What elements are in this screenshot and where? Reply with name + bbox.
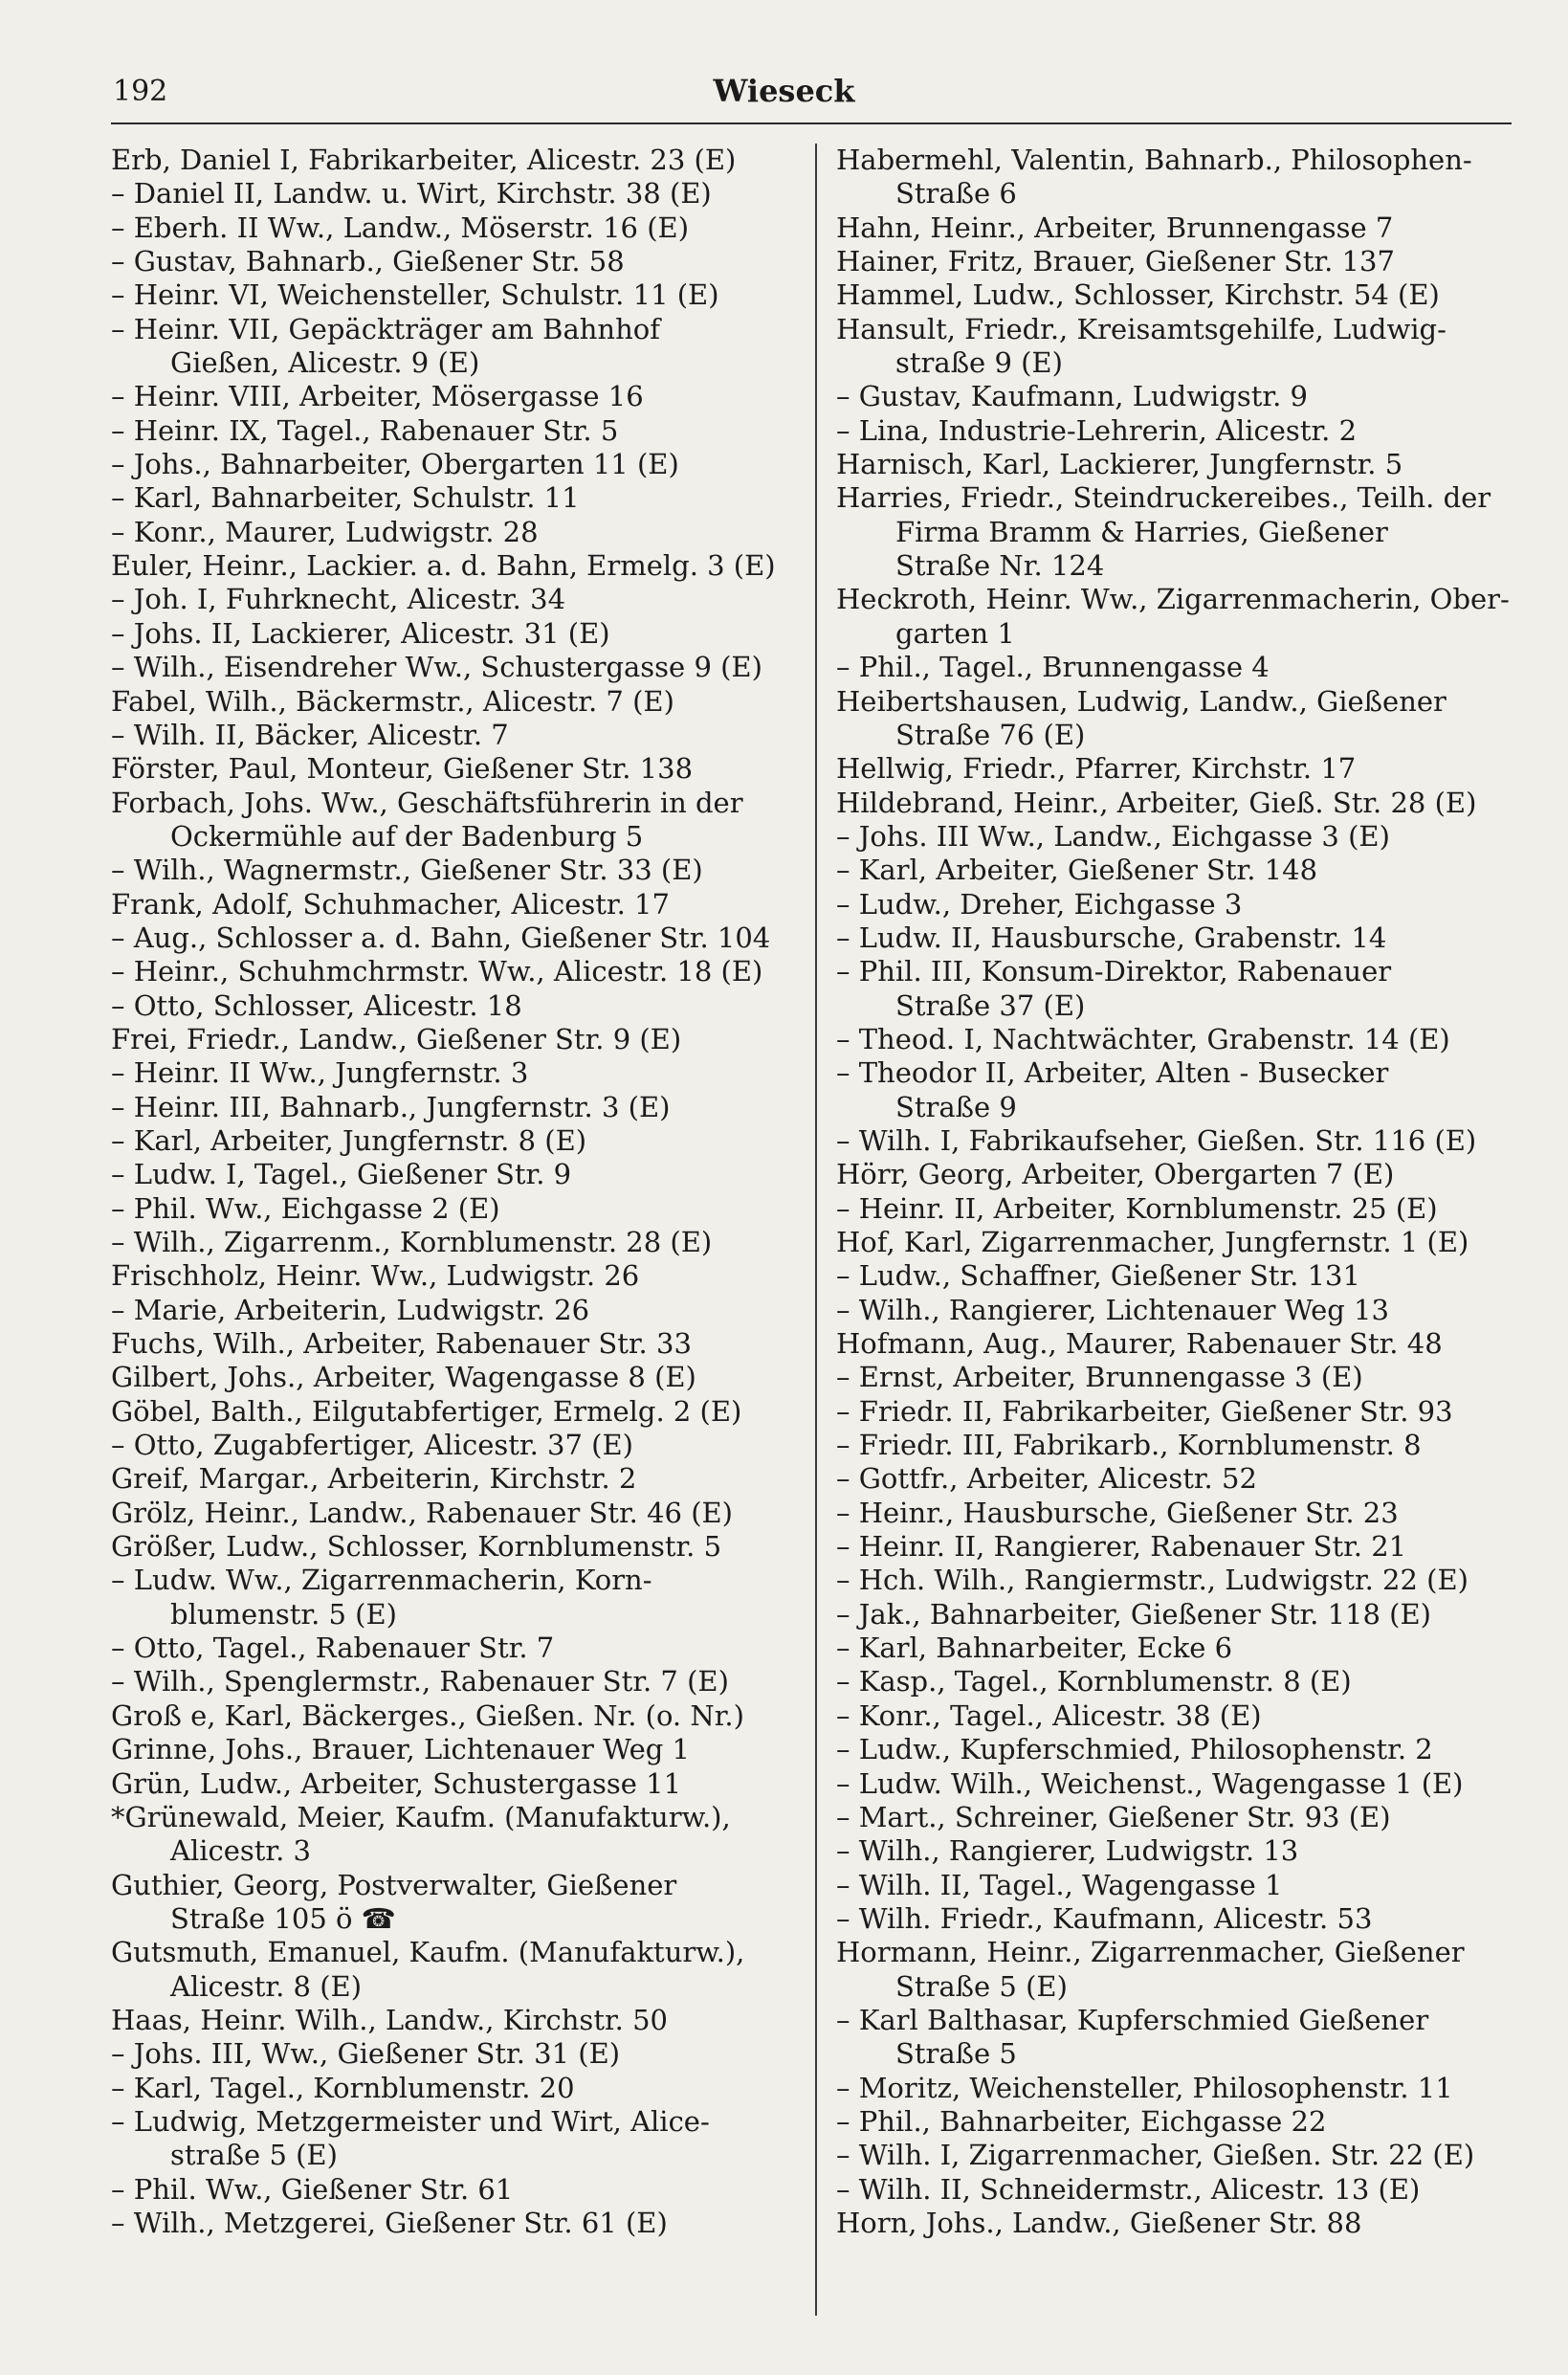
directory-line: – Mart., Schreiner, Gießener Str. 93 (E) <box>836 1800 1391 1833</box>
directory-line: Frank, Adolf, Schuhmacher, Alicestr. 17 <box>111 887 670 921</box>
directory-line: Grölz, Heinr., Landw., Rabenauer Str. 46 (E) <box>111 1496 733 1529</box>
directory-line: – Karl, Arbeiter, Gießener Str. 148 <box>836 854 1318 887</box>
directory-line: straße 9 (E) <box>895 346 1063 380</box>
directory-line: Euler, Heinr., Lackier. a. d. Bahn, Ermelg. 3 (E) <box>111 549 776 583</box>
directory-line: – Otto, Zugabfertiger, Alicestr. 37 (E) <box>111 1429 633 1462</box>
directory-line: Greif, Margar., Arbeiterin, Kirchstr. 2 <box>111 1462 637 1496</box>
directory-line: Firma Bramm & Harries, Gießener <box>895 515 1388 548</box>
directory-line: Hormann, Heinr., Zigarrenmacher, Gießener <box>836 1936 1465 1969</box>
directory-line: *Grünewald, Meier, Kaufm. (Manufakturw.), <box>111 1800 731 1833</box>
directory-line: – Heinr. II, Arbeiter, Kornblumenstr. 25 (E) <box>836 1191 1438 1225</box>
directory-line: – Ludw., Kupferschmied, Philosophenstr. 2 <box>836 1733 1433 1766</box>
directory-line: Frei, Friedr., Landw., Gießener Str. 9 (E) <box>111 1022 682 1055</box>
directory-line: – Wilh., Eisendreher Ww., Schustergasse 9 (E) <box>111 651 762 684</box>
directory-line: – Jak., Bahnarbeiter, Gießener Str. 118 (E) <box>836 1597 1431 1631</box>
directory-line: – Heinr. VII, Gepäckträger am Bahnhof <box>111 312 660 345</box>
directory-line: Hansult, Friedr., Kreisamtsgehilfe, Ludwig- <box>836 312 1447 345</box>
directory-line: Straße 6 <box>895 177 1017 211</box>
left-column <box>111 144 806 2240</box>
directory-line: Horn, Johs., Landw., Gießener Str. 88 <box>836 2206 1362 2239</box>
directory-line: – Heinr. VI, Weichensteller, Schulstr. 11 (E) <box>111 278 719 312</box>
directory-line: – Heinr. IX, Tagel., Rabenauer Str. 5 <box>111 413 619 447</box>
directory-line: – Friedr. II, Fabrikarbeiter, Gießener Str. 93 <box>836 1394 1453 1428</box>
directory-line: Hammel, Ludw., Schlosser, Kirchstr. 54 (E) <box>836 278 1440 312</box>
directory-line: – Johs. III, Ww., Gießener Str. 31 (E) <box>111 2037 621 2071</box>
directory-line: – Eberh. II Ww., Landw., Möserstr. 16 (E) <box>111 211 690 244</box>
directory-line: Hellwig, Friedr., Pfarrer, Kirchstr. 17 <box>836 752 1357 786</box>
directory-line: Hahn, Heinr., Arbeiter, Brunnengasse 7 <box>836 211 1394 244</box>
directory-line: Forbach, Johs. Ww., Geschäftsführerin in der <box>111 786 743 819</box>
directory-line: – Wilh., Wagnermstr., Gießener Str. 33 (E) <box>111 854 703 887</box>
directory-line: Straße 105 ö ☎ <box>170 1901 396 1935</box>
directory-line: Hainer, Fritz, Brauer, Gießener Str. 137 <box>836 245 1395 278</box>
directory-line: Erb, Daniel I, Fabrikarbeiter, Alicestr. 23 (E) <box>111 144 737 176</box>
directory-line: – Hch. Wilh., Rangiermstr., Ludwigstr. 22 (E) <box>836 1564 1469 1597</box>
directory-line: Förster, Paul, Monteur, Gießener Str. 138 <box>111 752 694 786</box>
directory-line: – Ludw., Schaffner, Gießener Str. 131 <box>836 1259 1360 1293</box>
directory-line: – Heinr. II Ww., Jungfernstr. 3 <box>111 1056 529 1090</box>
directory-line: Hofmann, Aug., Maurer, Rabenauer Str. 48 <box>836 1327 1443 1361</box>
directory-line: – Phil. Ww., Gießener Str. 61 <box>111 2172 514 2206</box>
directory-line: – Wilh., Rangierer, Ludwigstr. 13 <box>836 1834 1299 1868</box>
directory-line: Heibertshausen, Ludwig, Landw., Gießener <box>836 684 1447 718</box>
directory-line: Fabel, Wilh., Bäckermstr., Alicestr. 7 (E) <box>111 684 674 718</box>
directory-line: Harries, Friedr., Steindruckereibes., Teilh. der <box>836 481 1491 515</box>
directory-line: Größer, Ludw., Schlosser, Kornblumenstr. 5 <box>111 1530 722 1564</box>
directory-line: Hildebrand, Heinr., Arbeiter, Gieß. Str. 28 (E) <box>836 786 1477 819</box>
directory-line: – Karl, Bahnarbeiter, Ecke 6 <box>836 1631 1233 1665</box>
directory-line: – Lina, Industrie-Lehrerin, Alicestr. 2 <box>836 413 1358 447</box>
directory-line: – Phil. III, Konsum-Direktor, Rabenauer <box>836 955 1392 988</box>
directory-line: – Ernst, Arbeiter, Brunnengasse 3 (E) <box>836 1361 1363 1394</box>
page-number: 192 <box>113 75 168 108</box>
right-column <box>836 144 1512 2240</box>
directory-line: – Karl, Tagel., Kornblumenstr. 20 <box>111 2071 575 2104</box>
directory-line: – Karl, Arbeiter, Jungfernstr. 8 (E) <box>111 1123 587 1157</box>
directory-line: – Kasp., Tagel., Kornblumenstr. 8 (E) <box>836 1665 1352 1698</box>
directory-line: Habermehl, Valentin, Bahnarb., Philosophen- <box>836 144 1472 176</box>
directory-line: – Heinr. VIII, Arbeiter, Mösergasse 16 <box>111 380 644 413</box>
directory-line: Guthier, Georg, Postverwalter, Gießener <box>111 1868 677 1901</box>
directory-line: – Ludw. Wilh., Weichenst., Wagengasse 1 (E) <box>836 1766 1464 1800</box>
directory-line: Grinne, Johs., Brauer, Lichtenauer Weg 1 <box>111 1733 690 1766</box>
directory-line: Heckroth, Heinr. Ww., Zigarrenmacherin, Ober- <box>836 583 1510 616</box>
directory-line: – Heinr., Schuhmchrmstr. Ww., Alicestr. 18 (E) <box>111 955 763 988</box>
directory-line: – Gottfr., Arbeiter, Alicestr. 52 <box>836 1462 1257 1496</box>
directory-line: – Wilh., Rangierer, Lichtenauer Weg 13 <box>836 1293 1389 1326</box>
directory-line: – Wilh. Friedr., Kaufmann, Alicestr. 53 <box>836 1901 1373 1935</box>
directory-line: – Otto, Schlosser, Alicestr. 18 <box>111 988 522 1022</box>
directory-line: – Daniel II, Landw. u. Wirt, Kirchstr. 38 (E) <box>111 177 712 211</box>
directory-line: – Wilh., Spenglermstr., Rabenauer Str. 7 (E) <box>111 1665 729 1698</box>
directory-line: – Ludw. Ww., Zigarrenmacherin, Korn- <box>111 1564 652 1597</box>
directory-line: Haas, Heinr. Wilh., Landw., Kirchstr. 50 <box>111 2003 668 2036</box>
directory-line: straße 5 (E) <box>170 2139 338 2172</box>
directory-line: – Friedr. III, Fabrikarb., Kornblumenstr. 8 <box>836 1429 1422 1462</box>
directory-line: – Johs. III Ww., Landw., Eichgasse 3 (E) <box>836 819 1390 853</box>
directory-line: Groß e, Karl, Bäckerges., Gießen. Nr. (o. Nr.) <box>111 1698 744 1732</box>
directory-line: – Konr., Maurer, Ludwigstr. 28 <box>111 515 539 548</box>
directory-line: – Theodor II, Arbeiter, Alten - Busecker <box>836 1056 1389 1090</box>
directory-line: Straße 9 <box>895 1090 1017 1123</box>
directory-line: Straße Nr. 124 <box>895 549 1105 583</box>
directory-line: – Ludw. II, Hausbursche, Grabenstr. 14 <box>836 921 1387 954</box>
directory-line: Hof, Karl, Zigarrenmacher, Jungfernstr. 1 (E) <box>836 1226 1469 1258</box>
directory-line: – Theod. I, Nachtwächter, Grabenstr. 14 (E) <box>836 1022 1450 1055</box>
directory-line: – Wilh., Zigarrenm., Kornblumenstr. 28 (E) <box>111 1226 713 1258</box>
directory-line: Straße 5 (E) <box>895 1969 1068 2003</box>
directory-line: – Wilh., Metzgerei, Gießener Str. 61 (E) <box>111 2206 668 2239</box>
directory-line: – Heinr., Hausbursche, Gießener Str. 23 <box>836 1496 1399 1529</box>
directory-line: – Joh. I, Fuhrknecht, Alicestr. 34 <box>111 583 566 616</box>
directory-line: – Gustav, Bahnarb., Gießener Str. 58 <box>111 245 625 278</box>
directory-line: – Phil., Bahnarbeiter, Eichgasse 22 <box>836 2104 1327 2138</box>
directory-line: – Phil. Ww., Eichgasse 2 (E) <box>111 1191 500 1225</box>
directory-line: Straße 76 (E) <box>895 718 1086 751</box>
directory-line: – Wilh. II, Bäcker, Alicestr. 7 <box>111 718 509 751</box>
directory-line: – Ludw. I, Tagel., Gießener Str. 9 <box>111 1158 572 1191</box>
directory-line: Fuchs, Wilh., Arbeiter, Rabenauer Str. 33 <box>111 1327 692 1361</box>
directory-line: – Ludw., Dreher, Eichgasse 3 <box>836 887 1243 921</box>
directory-line: Gilbert, Johs., Arbeiter, Wagengasse 8 (E) <box>111 1361 696 1394</box>
directory-line: Harnisch, Karl, Lackierer, Jungfernstr. 5 <box>836 448 1403 481</box>
directory-line: Straße 5 <box>895 2037 1017 2071</box>
directory-line: – Gustav, Kaufmann, Ludwigstr. 9 <box>836 380 1308 413</box>
directory-line: Hörr, Georg, Arbeiter, Obergarten 7 (E) <box>836 1158 1395 1191</box>
directory-line: – Wilh. I, Fabrikaufseher, Gießen. Str. 116 (E) <box>836 1123 1477 1157</box>
directory-line: – Wilh. I, Zigarrenmacher, Gießen. Str. 22 (E) <box>836 2139 1475 2172</box>
directory-line: Alicestr. 8 (E) <box>170 1969 363 2003</box>
directory-line: – Otto, Tagel., Rabenauer Str. 7 <box>111 1631 555 1665</box>
directory-line: Gießen, Alicestr. 9 (E) <box>170 346 480 380</box>
directory-line: – Karl, Bahnarbeiter, Schulstr. 11 <box>111 481 580 515</box>
directory-line: – Heinr. II, Rangierer, Rabenauer Str. 21 <box>836 1530 1407 1564</box>
directory-line: Frischholz, Heinr. Ww., Ludwigstr. 26 <box>111 1259 640 1293</box>
directory-line: – Karl Balthasar, Kupferschmied Gießener <box>836 2003 1429 2036</box>
directory-line: – Aug., Schlosser a. d. Bahn, Gießener Str. 104 <box>111 921 771 954</box>
directory-line: – Ludwig, Metzgermeister und Wirt, Alice- <box>111 2104 710 2138</box>
page-title: Wieseck <box>713 73 855 109</box>
directory-line: – Moritz, Weichensteller, Philosophenstr. 11 <box>836 2071 1453 2104</box>
directory-line: garten 1 <box>895 616 1015 650</box>
directory-line: – Konr., Tagel., Alicestr. 38 (E) <box>836 1698 1262 1732</box>
directory-line: Gutsmuth, Emanuel, Kaufm. (Manufakturw.), <box>111 1936 745 1969</box>
directory-line: Alicestr. 3 <box>170 1834 311 1868</box>
directory-line: – Wilh. II, Schneidermstr., Alicestr. 13 (E) <box>836 2172 1421 2206</box>
directory-line: – Johs. II, Lackierer, Alicestr. 31 (E) <box>111 616 610 650</box>
column-divider <box>815 144 817 2316</box>
directory-line: – Johs., Bahnarbeiter, Obergarten 11 (E) <box>111 448 679 481</box>
directory-line: – Marie, Arbeiterin, Ludwigstr. 26 <box>111 1293 590 1326</box>
directory-line: blumenstr. 5 (E) <box>170 1597 397 1631</box>
directory-line: – Heinr. III, Bahnarb., Jungfernstr. 3 (E) <box>111 1090 671 1123</box>
directory-line: Grün, Ludw., Arbeiter, Schustergasse 11 <box>111 1766 682 1800</box>
directory-line: Ockermühle auf der Badenburg 5 <box>170 819 644 853</box>
directory-line: – Phil., Tagel., Brunnengasse 4 <box>836 651 1270 684</box>
directory-line: Straße 37 (E) <box>895 988 1086 1022</box>
directory-line: – Wilh. II, Tagel., Wagengasse 1 <box>836 1868 1283 1901</box>
header-rule <box>111 122 1512 124</box>
directory-line: Göbel, Balth., Eilgutabfertiger, Ermelg. 2 (E) <box>111 1394 742 1428</box>
